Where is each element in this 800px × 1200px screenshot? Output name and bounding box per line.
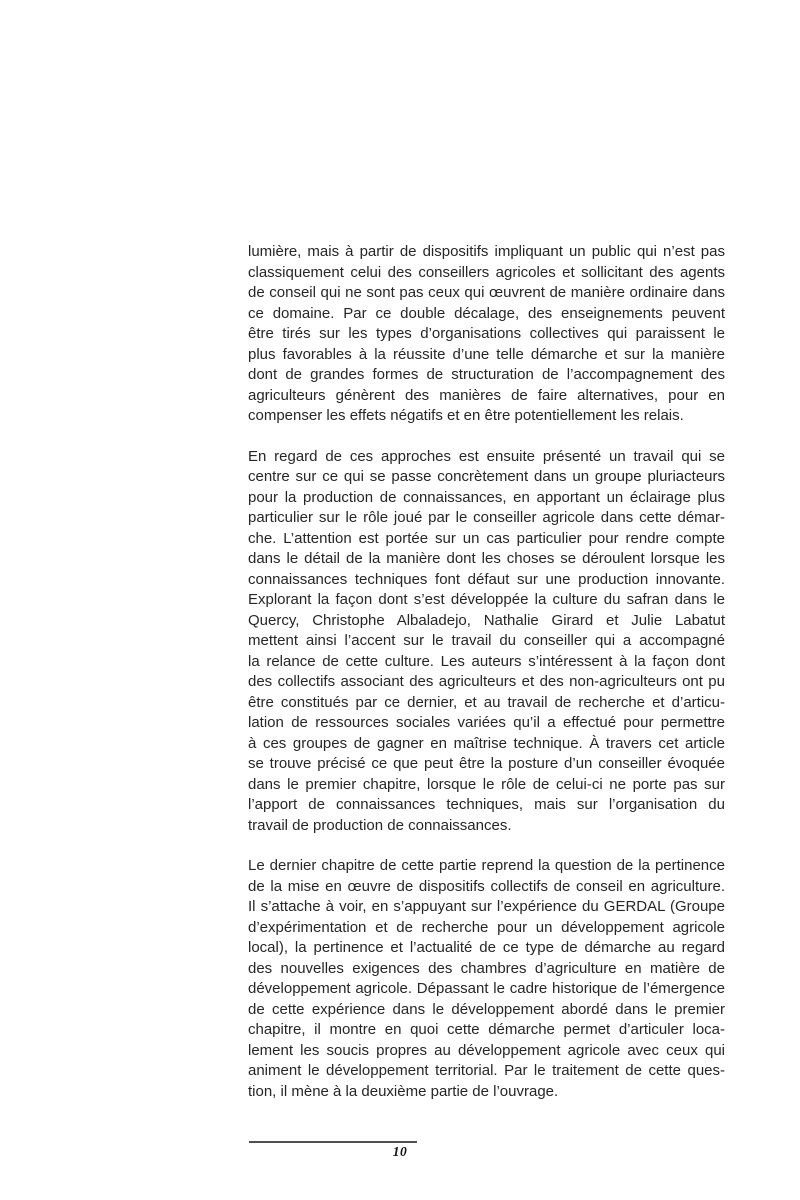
text-line: se trouve précisé ce que peut être la posture d’un conseiller évoquée xyxy=(248,755,725,772)
body-text xyxy=(248,242,725,1122)
text-line: dans le détail de la manière dont les choses se déroulent lorsque les xyxy=(248,550,725,567)
text-line: animent le développement territorial. Par le traitement de cette ques- xyxy=(248,1062,725,1079)
text-line: che. L’attention est portée sur un cas particulier pour rendre compte xyxy=(248,529,725,547)
text-line: centre sur ce qui se passe concrètement dans un groupe pluriacteurs xyxy=(248,468,725,485)
text-line: ce domaine. Par ce double décalage, des enseignements peuvent xyxy=(248,304,725,322)
text-line: lement les soucis propres au développement agricole avec ceux qui xyxy=(248,1041,725,1059)
text-line: compenser les effets négatifs et en être potentiellement les relais. xyxy=(248,407,684,424)
text-line: développement agricole. Dépassant le cadre historique de l’émergence xyxy=(248,980,725,997)
text-line: à ces groupes de gagner en maîtrise technique. À travers cet article xyxy=(248,734,725,752)
text-line: Explorant la façon dont s’est développée la culture du safran dans le xyxy=(248,591,725,608)
text-line: chapitre, il montre en quoi cette démarche permet d’articuler loca- xyxy=(248,1021,725,1038)
text-line: Le dernier chapitre de cette partie reprend la question de la pertinence xyxy=(248,857,725,874)
text-line: de la mise en œuvre de dispositifs collectifs de conseil en agriculture. xyxy=(248,877,725,895)
text-line: pour la production de connaissances, en apportant un éclairage plus xyxy=(248,488,725,506)
text-line: lumière, mais à partir de dispositifs impliquant un public qui n’est pas xyxy=(248,243,725,260)
text-line: de cette expérience dans le développement abordé dans le premier xyxy=(248,1000,725,1018)
text-line: agriculteurs génèrent des manières de faire alternatives, pour en xyxy=(248,386,725,404)
text-line: de conseil qui ne sont pas ceux qui œuvrent de manière ordinaire dans xyxy=(248,284,725,301)
text-line: connaissances techniques font défaut sur une production innovante. xyxy=(248,570,725,588)
text-line: des nouvelles exigences des chambres d’agriculture en matière de xyxy=(248,959,725,977)
text-line: Il s’attache à voir, en s’appuyant sur l’expérience du GERDAL (Groupe xyxy=(248,898,725,915)
paragraph xyxy=(248,856,725,1102)
text-line: classiquement celui des conseillers agricoles et sollicitant des agents xyxy=(248,263,725,281)
text-line: dans le premier chapitre, lorsque le rôle de celui-ci ne porte pas sur xyxy=(248,775,725,793)
page-number: 10 xyxy=(392,1144,408,1159)
text-line: plus favorables à la réussite d’une telle démarche et sur la manière xyxy=(248,345,725,363)
text-line: d’expérimentation et de recherche pour un développement agricole xyxy=(248,918,725,936)
text-line: lation de ressources sociales variées qu’il a effectué pour permettre xyxy=(248,714,725,731)
text-line: local), la pertinence et l’actualité de ce type de démarche au regard xyxy=(248,939,725,956)
text-line: être constitués par ce dernier, et au travail de recherche et d’articu- xyxy=(248,693,725,711)
footer-rule xyxy=(249,1141,417,1143)
paragraph xyxy=(248,242,725,427)
text-line: particulier sur le rôle joué par le conseiller agricole dans cette démar- xyxy=(248,509,725,526)
text-line: des collectifs associant des agriculteurs et des non-agriculteurs ont pu xyxy=(248,673,725,690)
text-line: dont de grandes formes de structuration de l’accompagnement des xyxy=(248,366,725,383)
text-line: la relance de cette culture. Les auteurs s’intéressent à la façon dont xyxy=(248,652,725,670)
text-line: Quercy, Christophe Albaladejo, Nathalie Girard et Julie Labatut xyxy=(248,611,725,629)
text-line: travail de production de connaissances. xyxy=(248,816,512,834)
text-line: être tirés sur les types d’organisations collectives qui paraissent le xyxy=(248,325,725,342)
text-line: mettent ainsi l’accent sur le travail du conseiller qui a accompagné xyxy=(248,632,725,649)
paragraph xyxy=(248,447,725,837)
text-line: En regard de ces approches est ensuite présenté un travail qui se xyxy=(248,447,725,465)
text-line: tion, il mène à la deuxième partie de l’ouvrage. xyxy=(248,1082,559,1100)
text-line: l’apport de connaissances techniques, mais sur l’organisation du xyxy=(248,796,725,813)
